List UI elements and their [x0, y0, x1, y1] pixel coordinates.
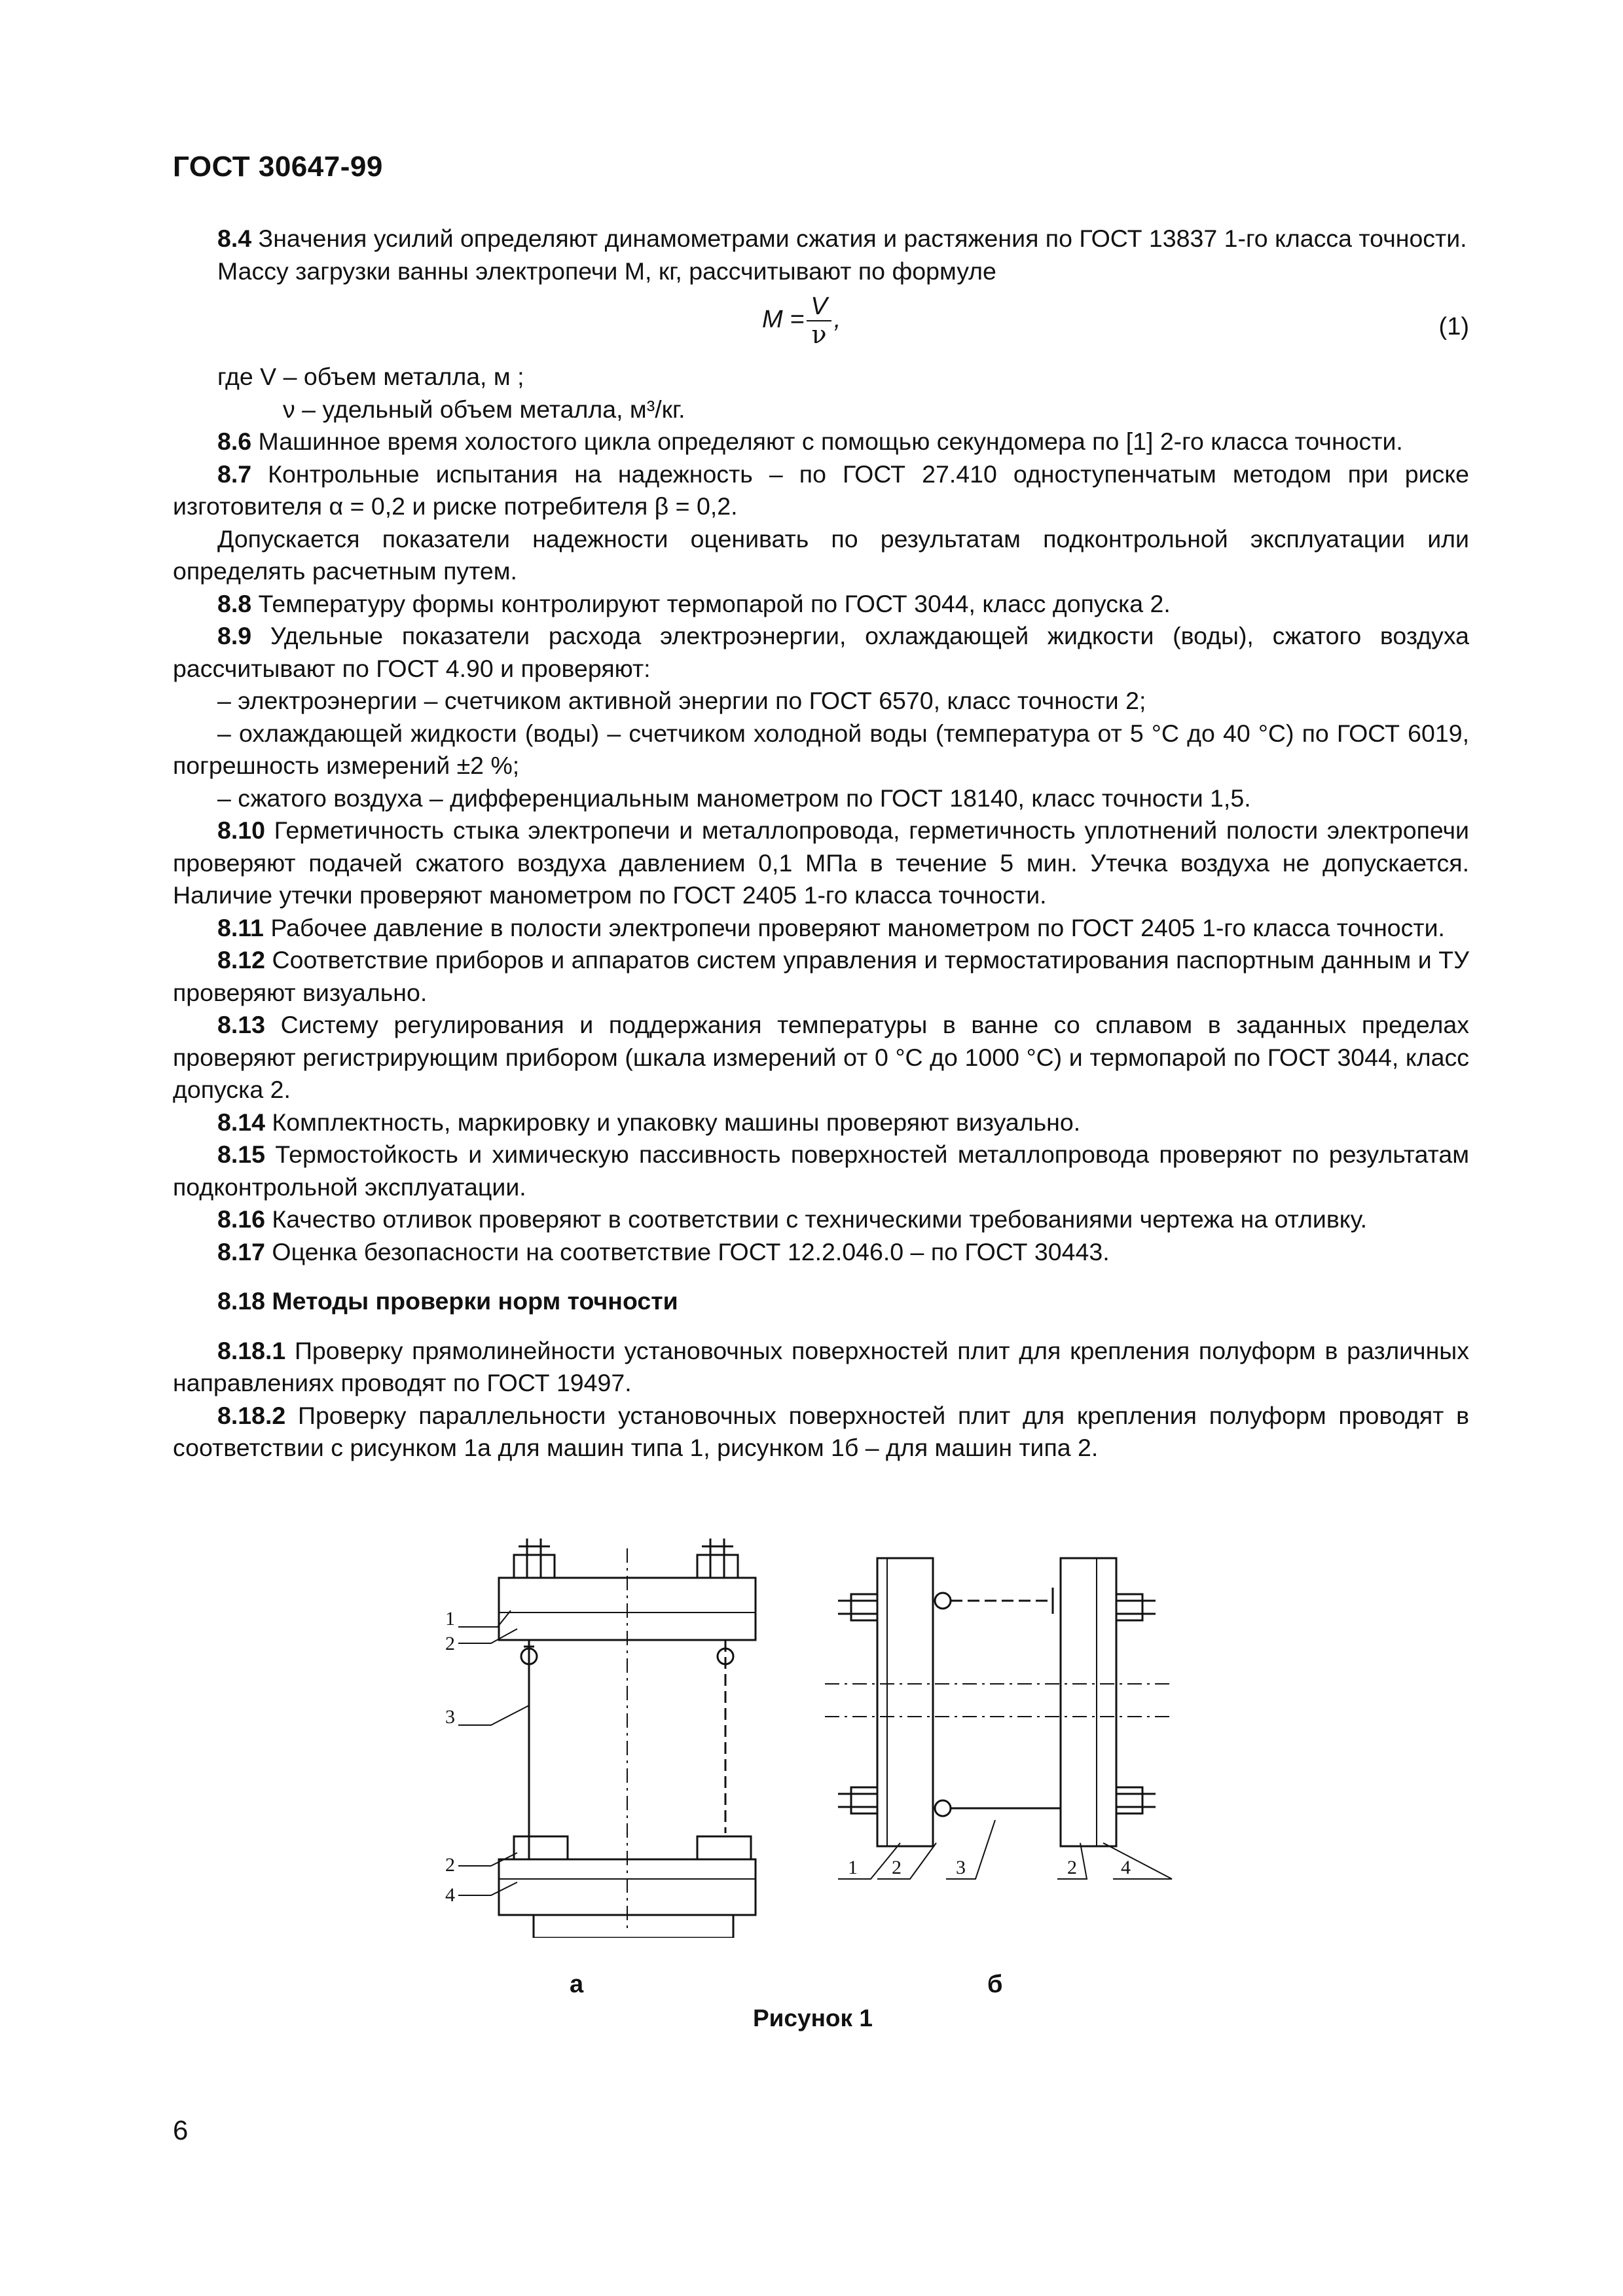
label-a-2b: 2 [445, 1854, 455, 1876]
figure-caption: Рисунок 1 [753, 2005, 873, 2032]
leader-a-2 [458, 1629, 517, 1643]
formula-number: (1) [1438, 313, 1469, 340]
clause-text: Температуру формы контролируют термопарой по ГОСТ 3044, класс допуска 2. [251, 589, 1171, 617]
clause-text: Систему регулирования и поддержания температуры в ванне со сплавом в заданных пределах проверяют регистрирующим прибором (шкала измерений от 0 °С до 1000 °С) и термопарой по ГОСТ 3044, класс допуска 2. [173, 1011, 1469, 1103]
clause-number: 8.12 [217, 946, 265, 974]
label-b-3: 3 [956, 1857, 966, 1878]
clause-number: 8.9 [217, 622, 252, 649]
clause-text: Соответствие приборов и аппаратов систем управления и термостатирования паспортным данным и ТУ проверяют визуально. [173, 946, 1469, 1006]
clause-number: 8.18.1 [217, 1336, 286, 1364]
plate-b-left [877, 1558, 933, 1846]
clause-text: Качество отливок проверяют в соответствии с техническими требованиями чертежа на отливку. [265, 1205, 1367, 1233]
formula-trail: , [833, 306, 841, 334]
clause-text: Удельные показатели расхода электроэнергии, охлаждающей жидкости (воды), сжатого воздуха рассчитывают по ГОСТ 4.90 и проверяют: [173, 622, 1469, 682]
indicator-b-top [935, 1593, 951, 1609]
legend-line-v: где V – объем металла, м ; [217, 363, 524, 390]
clause-text: Оценка безопасности на соответствие ГОСТ 12.2.046.0 – по ГОСТ 30443. [265, 1237, 1110, 1266]
figure-sublabel-a: а [570, 1971, 584, 1998]
clause-number: 8.4 [217, 225, 252, 252]
label-a-1: 1 [445, 1608, 455, 1630]
clause-text: Проверку параллельности установочных поверхностей плит для крепления полуформ проводят в соответствии с рисунком 1а для машин типа 1, рисунком 1б – для машин типа 2. [173, 1401, 1469, 1461]
paragraph-8-8 [173, 588, 1469, 621]
clause-text: Значения усилий определяют динамометрами сжатия и растяжения по ГОСТ 13837 1-го класса точности. [251, 225, 1467, 252]
formula-1 [762, 293, 841, 348]
clause-number: 8.13 [217, 1011, 265, 1038]
formula-row [173, 287, 1469, 361]
figure-b [825, 1558, 1172, 1879]
figure-sublabel-b: б [987, 1971, 1003, 1998]
clause-number: 8.16 [217, 1205, 265, 1233]
label-a-3: 3 [445, 1706, 455, 1728]
figure-1-drawing [419, 1512, 1224, 1938]
bolt-b-bottom-right [1116, 1787, 1142, 1813]
paragraph-8-7b: Допускается показатели надежности оценивать по результатам подконтрольной эксплуатации или определять расчетным путем. [173, 524, 1469, 585]
paragraph-8-18-2 [173, 1400, 1469, 1465]
paragraph-8-9a: – электроэнергии – счетчиком активной энергии по ГОСТ 6570, класс точности 2; [217, 687, 1146, 714]
label-b-2b: 2 [1067, 1857, 1077, 1878]
page-number: 6 [173, 2115, 189, 2145]
paragraph-mass-intro: Массу загрузки ванны электропечи М, кг, рассчитывают по формуле [217, 257, 996, 285]
formula-denominator: ν [811, 320, 827, 349]
top-bolt-right [697, 1555, 738, 1578]
label-a-4: 4 [445, 1884, 455, 1906]
section-gap [173, 1268, 1469, 1285]
leader-b-4 [1103, 1843, 1172, 1879]
paragraph-8-17 [173, 1236, 1469, 1269]
clause-number: 8.14 [217, 1108, 265, 1136]
clause-number: 8.8 [217, 589, 252, 617]
label-b-1: 1 [848, 1857, 858, 1878]
paragraph-8-9b: – охлаждающей жидкости (воды) – счетчиком холодной воды (температура от 5 °С до 40 °С) по ГОСТ 6019, погрешность измерений ±2 %; [173, 719, 1469, 779]
paragraph-8-15 [173, 1139, 1469, 1203]
figure-a-labels [445, 1608, 455, 1906]
section-heading-8-18: 8.18 Методы проверки норм точности [217, 1287, 678, 1315]
paragraph-8-7 [173, 458, 1469, 523]
label-b-4: 4 [1121, 1857, 1131, 1878]
leader-a-4 [458, 1882, 517, 1895]
paragraph-8-14 [173, 1106, 1469, 1139]
label-b-2: 2 [892, 1857, 902, 1878]
leader-a-3 [458, 1705, 529, 1725]
clause-text: Машинное время холостого цикла определяют с помощью секундомера по [1] 2-го класса точности. [251, 428, 1403, 455]
document-body [173, 223, 1469, 1465]
clause-number: 8.10 [217, 816, 265, 844]
paragraph-8-13 [173, 1009, 1469, 1106]
paragraph-8-16 [173, 1203, 1469, 1236]
paragraph-8-9 [173, 620, 1469, 685]
plate-b-right [1061, 1558, 1116, 1846]
bottom-block-left [514, 1836, 568, 1859]
clause-text: Термостойкость и химическую пассивность поверхностей металлопровода проверяют по результатам подконтрольной эксплуатации. [173, 1140, 1469, 1201]
label-a-2: 2 [445, 1633, 455, 1654]
clause-number: 8.6 [217, 428, 252, 455]
clause-number: 8.15 [217, 1140, 265, 1168]
bottom-block-right [697, 1836, 751, 1859]
clause-number: 8.11 [217, 913, 264, 941]
legend-line-nu: ν – удельный объем металла, м³/кг. [283, 395, 685, 423]
formula-fraction [807, 293, 831, 348]
clause-text: Контрольные испытания на надежность – по ГОСТ 27.410 одноступенчатым методом при риске изготовителя α = 0,2 и риске потребителя β = 0,2. [173, 460, 1469, 520]
indicator-b-bottom [935, 1800, 951, 1816]
paragraph-8-11 [173, 912, 1469, 945]
figure-a [458, 1539, 756, 1938]
figure-b-labels [848, 1857, 1131, 1878]
formula-legend [173, 361, 1469, 426]
bolt-b-bottom-left [851, 1787, 877, 1813]
bolt-b-top-left [851, 1594, 877, 1620]
section-gap [173, 1318, 1469, 1335]
paragraph-8-18-1 [173, 1335, 1469, 1400]
paragraph-8-12 [173, 944, 1469, 1009]
clause-text: Герметичность стыка электропечи и металлопровода, герметичность уплотнений полости электропечи проверяют подачей сжатого воздуха давлением 0,1 МПа в течение 5 мин. Утечка воздуха не допускается. Наличие утечки проверяют манометром по ГОСТ 2405 1-го класса точности. [173, 816, 1469, 909]
base [534, 1915, 733, 1938]
clause-text: Рабочее давление в полости электропечи проверяют манометром по ГОСТ 2405 1-го класса точности. [263, 913, 1445, 941]
paragraph-8-9c: – сжатого воздуха – дифференциальным манометром по ГОСТ 18140, класс точности 1,5. [217, 784, 1251, 812]
clause-number: 8.17 [217, 1237, 265, 1266]
paragraph-8-4 [173, 223, 1469, 255]
leader-b-3 [946, 1820, 995, 1879]
clause-number: 8.7 [217, 460, 252, 488]
paragraph-8-6 [173, 426, 1469, 458]
formula-lhs: M = [762, 306, 805, 334]
bolt-b-top-right [1116, 1594, 1142, 1620]
clause-text: Комплектность, маркировку и упаковку машины проверяют визуально. [265, 1108, 1081, 1136]
top-bolt-left [514, 1555, 555, 1578]
clause-number: 8.18.2 [217, 1401, 286, 1429]
paragraph-8-10 [173, 814, 1469, 912]
document-header: ГОСТ 30647-99 [173, 151, 383, 183]
clause-text: Проверку прямолинейности установочных поверхностей плит для крепления полуформ в различных направлениях проводят по ГОСТ 19497. [173, 1336, 1469, 1396]
formula-numerator: V [807, 293, 831, 321]
